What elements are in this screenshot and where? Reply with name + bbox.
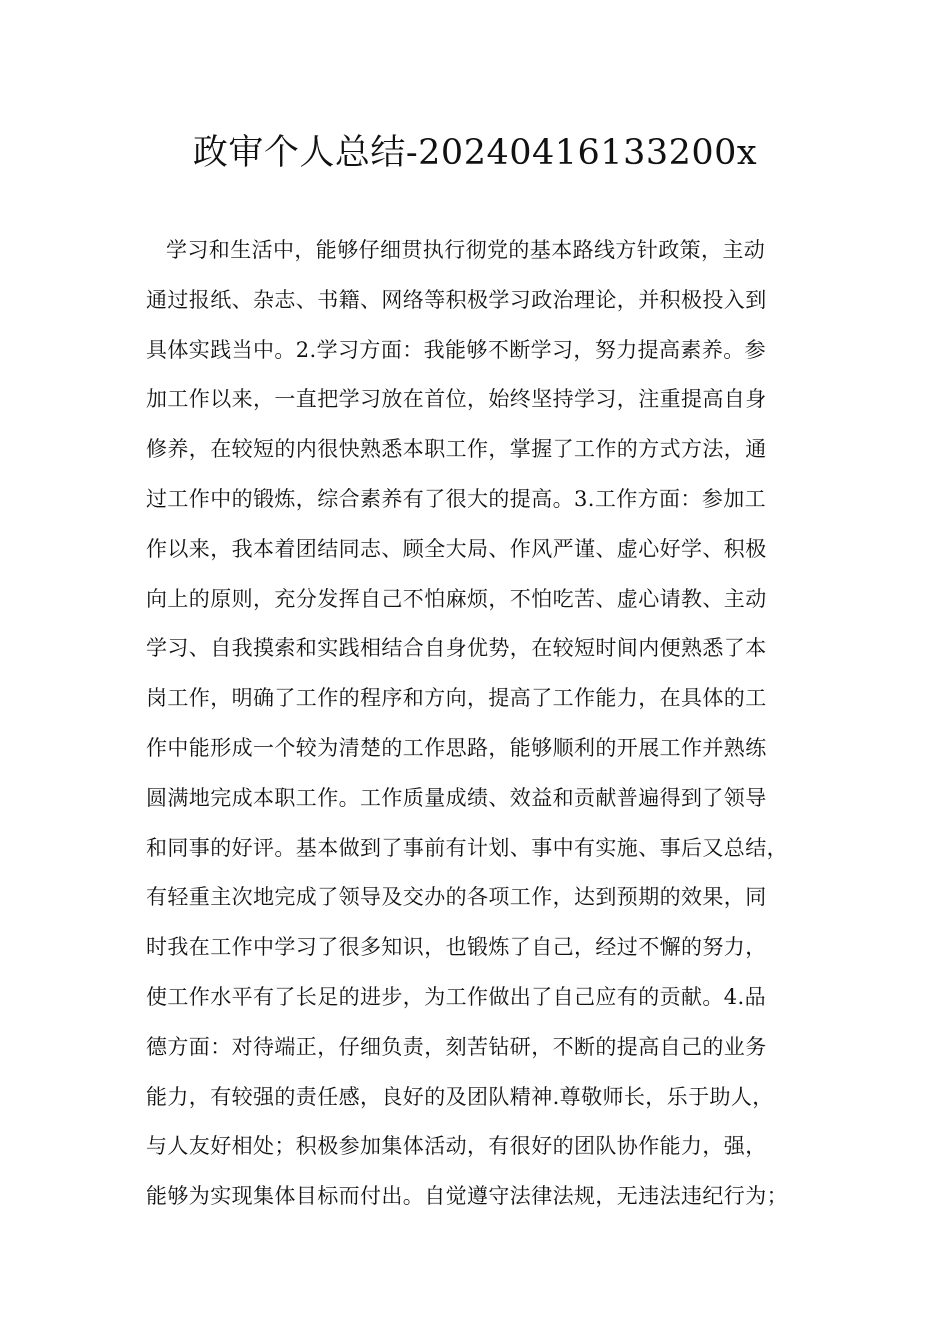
body-line: 使工作水平有了长足的进步，为工作做出了自己应有的贡献。4.品 — [146, 984, 767, 1009]
body-line: 通过报纸、杂志、书籍、网络等积极学习政治理论，并积极投入到 — [146, 287, 767, 312]
body-line: 学习和生活中，能够仔细贯执行彻党的基本路线方针政策，主动 — [166, 238, 766, 262]
body-line: 有轻重主次地完成了领导及交办的各项工作，达到预期的效果，同 — [146, 885, 767, 910]
document-title: 政审个人总结-20240416133200x — [192, 133, 758, 173]
body-line: 作以来，我本着团结同志、顾全大局、作风严谨、虚心好学、积极 — [146, 536, 767, 561]
body-line: 德方面：对待端正，仔细负责，刻苦钻研，不断的提高自己的业务 — [146, 1034, 767, 1059]
body-line: 学习、自我摸索和实践相结合自身优势，在较短时间内便熟悉了本 — [146, 636, 767, 661]
body-line: 过工作中的锻炼，综合素养有了很大的提高。3.工作方面：参加工 — [146, 486, 767, 511]
body-line: 圆满地完成本职工作。工作质量成绩、效益和贡献普遍得到了领导 — [146, 785, 767, 810]
body-line: 加工作以来，一直把学习放在首位，始终坚持学习，注重提高自身 — [146, 387, 767, 412]
body-line: 与人友好相处；积极参加集体活动，有很好的团队协作能力，强， — [146, 1134, 767, 1159]
body-line: 岗工作，明确了工作的程序和方向，提高了工作能力，在具体的工 — [146, 686, 767, 711]
body-line: 作中能形成一个较为清楚的工作思路，能够顺利的开展工作并熟练 — [146, 735, 767, 760]
body-line: 具体实践当中。2.学习方面：我能够不断学习，努力提高素养。参 — [146, 337, 767, 362]
body-line: 修养，在较短的内很快熟悉本职工作，掌握了工作的方式方法，通 — [146, 437, 767, 462]
body-line: 向上的原则，充分发挥自己不怕麻烦，不怕吃苦、虚心请教、主动 — [146, 586, 767, 611]
body-line: 能够为实现集体目标而付出。自觉遵守法律法规，无违法违纪行为； — [146, 1184, 788, 1209]
body-line: 和同事的好评。基本做到了事前有计划、事中有实施、事后又总结， — [146, 835, 788, 860]
body-line: 能力，有较强的责任感，良好的及团队精神.尊敬师长，乐于助人， — [146, 1084, 774, 1109]
document-body — [146, 226, 826, 1222]
body-line: 时我在工作中学习了很多知识，也锻炼了自己，经过不懈的努力， — [146, 935, 767, 960]
